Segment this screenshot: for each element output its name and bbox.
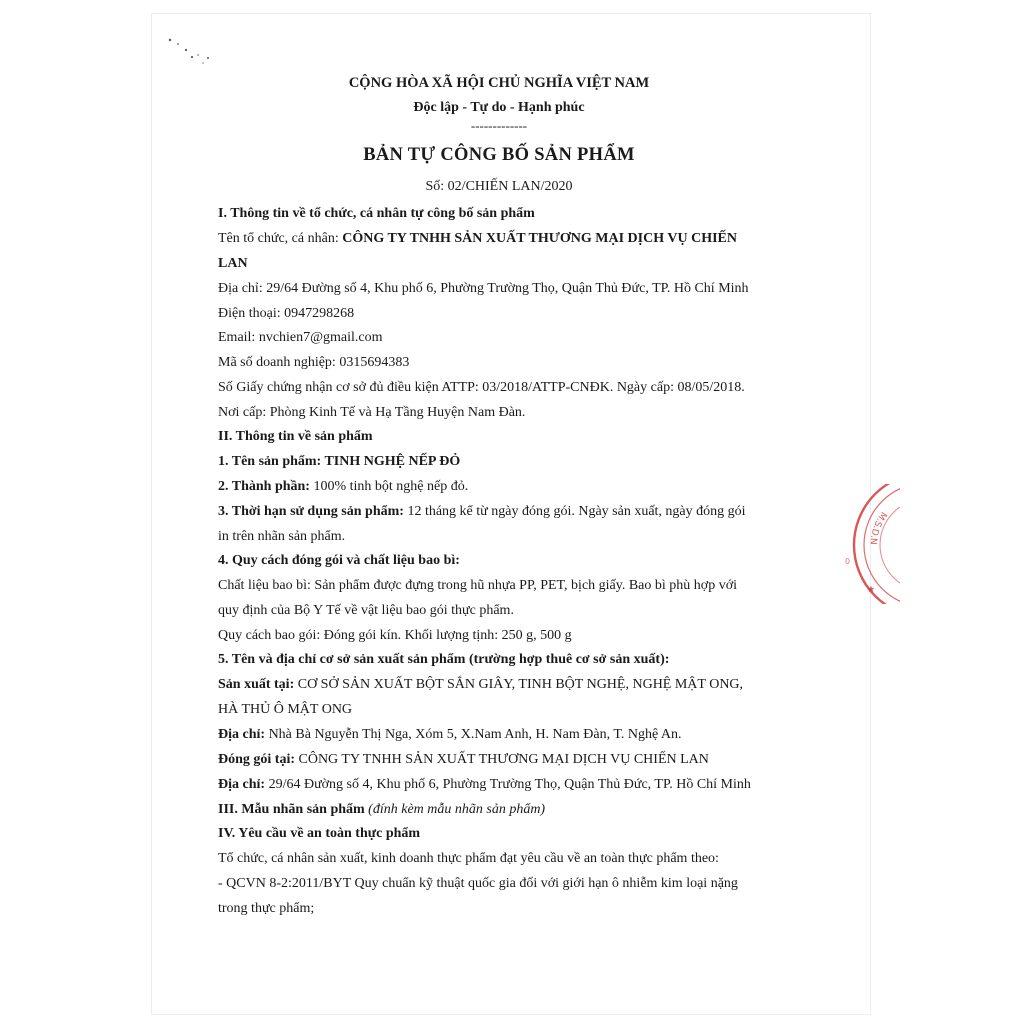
- organization-label: Tên tổ chức, cá nhân:: [218, 231, 343, 246]
- packager-address-line: [218, 776, 751, 794]
- packager-line: [218, 751, 709, 769]
- manufacturer-heading: 5. Tên và địa chỉ cơ sở sản xuất sản phẩm (trường hợp thuê cơ sở sản xuất):: [218, 652, 670, 667]
- scan-speckle-marks: [162, 30, 222, 70]
- motto: Độc lập - Tự do - Hạnh phúc: [413, 100, 585, 115]
- shelf-life-label: 3. Thời hạn sử dụng sản phẩm:: [218, 504, 408, 519]
- manufacturer-label: Sản xuất tại:: [218, 677, 298, 692]
- section-4-item-1: - QCVN 8-2:2011/BYT Quy chuẩn kỹ thuật quốc gia đối với giới hạn ô nhiễm kim loại nặng: [218, 876, 738, 891]
- section-3-heading: III. Mẫu nhãn sản phẩm: [218, 802, 369, 817]
- manufacturer-name: CƠ SỞ SẢN XUẤT BỘT SẮN GIÂY, TINH BỘT NGHỆ, NGHỆ MẬT ONG,: [297, 677, 744, 692]
- separator: -------------: [470, 118, 528, 133]
- shelf-life-continued: in trên nhãn sản phẩm.: [218, 529, 346, 544]
- packaging-spec: Quy cách bao gói: Đóng gói kín. Khối lượng tịnh: 250 g, 500 g: [218, 628, 572, 643]
- organization-name-line: [218, 230, 737, 248]
- organization-tax-code: Mã số doanh nghiệp: 0315694383: [218, 355, 410, 370]
- packager-address: 29/64 Đường số 4, Khu phố 6, Phường Trường Thọ, Quận Thủ Đức, TP. Hồ Chí Minh: [268, 777, 751, 792]
- packaging-material: Chất liệu bao bì: Sản phẩm được đựng trong hũ nhựa PP, PET, bịch giấy. Bao bì phù hợp với: [218, 578, 737, 593]
- manufacturer-address: Nhà Bà Nguyễn Thị Nga, Xóm 5, X.Nam Anh, H. Nam Đàn, T. Nghệ An.: [268, 727, 682, 742]
- product-name-label: 1. Tên sản phẩm:: [218, 454, 325, 469]
- organization-phone: Điện thoại: 0947298268: [218, 306, 355, 321]
- packaging-material-continued: quy định của Bộ Y Tế về vật liệu bao gói thực phẩm.: [218, 603, 514, 618]
- svg-text:★: ★: [867, 585, 876, 595]
- document-number: Số: 02/CHIẾN LAN/2020: [425, 179, 573, 194]
- document-page: [152, 14, 889, 1014]
- packager-name: CÔNG TY TNHH SẢN XUẤT THƯƠNG MẠI DỊCH VỤ CHIẾN LAN: [298, 752, 709, 767]
- section-4-heading: IV. Yêu cầu về an toàn thực phẩm: [218, 826, 421, 841]
- section-2-heading: II. Thông tin về sản phẩm: [218, 429, 373, 444]
- product-name-line: [218, 453, 460, 471]
- packager-label: Đóng gói tại:: [218, 752, 299, 767]
- nation-heading: CỘNG HÒA XÃ HỘI CHỦ NGHĨA VIỆT NAM: [348, 75, 650, 91]
- ingredients-line: [218, 478, 468, 496]
- shelf-life-line: [218, 503, 746, 521]
- product-name: TINH NGHỆ NẾP ĐỎ: [324, 454, 461, 469]
- svg-text:0: 0: [845, 557, 851, 566]
- shelf-life-value: 12 tháng kể từ ngày đóng gói. Ngày sản xuất, ngày đóng gói: [407, 504, 746, 519]
- section-3-line: [218, 801, 545, 819]
- ingredients-value: 100% tinh bột nghệ nếp đỏ.: [313, 479, 469, 494]
- food-safety-certificate: Số Giấy chứng nhận cơ sở đủ điều kiện ATTP: 03/2018/ATTP-CNĐK. Ngày cấp: 08/05/2018.: [218, 380, 745, 395]
- organization-name: CÔNG TY TNHH SẢN XUẤT THƯƠNG MẠI DỊCH VỤ CHIẾN: [342, 231, 737, 246]
- packaging-heading: 4. Quy cách đóng gói và chất liệu bao bì:: [218, 553, 460, 568]
- manufacturer-name-continued: HÀ THỦ Ô MẬT ONG: [218, 702, 353, 717]
- document-title: BẢN TỰ CÔNG BỐ SẢN PHẨM: [363, 145, 635, 165]
- manufacturer-line: [218, 676, 743, 694]
- section-1-heading: I. Thông tin về tổ chức, cá nhân tự công bố sản phẩm: [218, 206, 535, 221]
- section-3-note: (đính kèm mẫu nhãn sản phẩm): [368, 802, 546, 817]
- red-seal-stamp: [840, 484, 900, 604]
- packager-address-label: Địa chỉ:: [218, 777, 269, 792]
- svg-text:M.S.D.N: M.S.D.N: [867, 509, 889, 545]
- certificate-issuer: Nơi cấp: Phòng Kinh Tế và Hạ Tầng Huyện Nam Đàn.: [218, 405, 526, 420]
- organization-name-continued: LAN: [218, 256, 248, 271]
- ingredients-label: 2. Thành phần:: [218, 479, 314, 494]
- manufacturer-address-line: [218, 726, 682, 744]
- manufacturer-address-label: Địa chỉ:: [218, 727, 269, 742]
- organization-email: Email: nvchien7@gmail.com: [218, 330, 383, 345]
- organization-address: Địa chỉ: 29/64 Đường số 4, Khu phố 6, Phường Trường Thọ, Quận Thủ Đức, TP. Hồ Chí Minh: [218, 281, 749, 296]
- section-4-item-1-continued: trong thực phẩm;: [218, 901, 315, 916]
- section-4-intro: Tổ chức, cá nhân sản xuất, kinh doanh thực phẩm đạt yêu cầu về an toàn thực phẩm theo:: [218, 851, 719, 866]
